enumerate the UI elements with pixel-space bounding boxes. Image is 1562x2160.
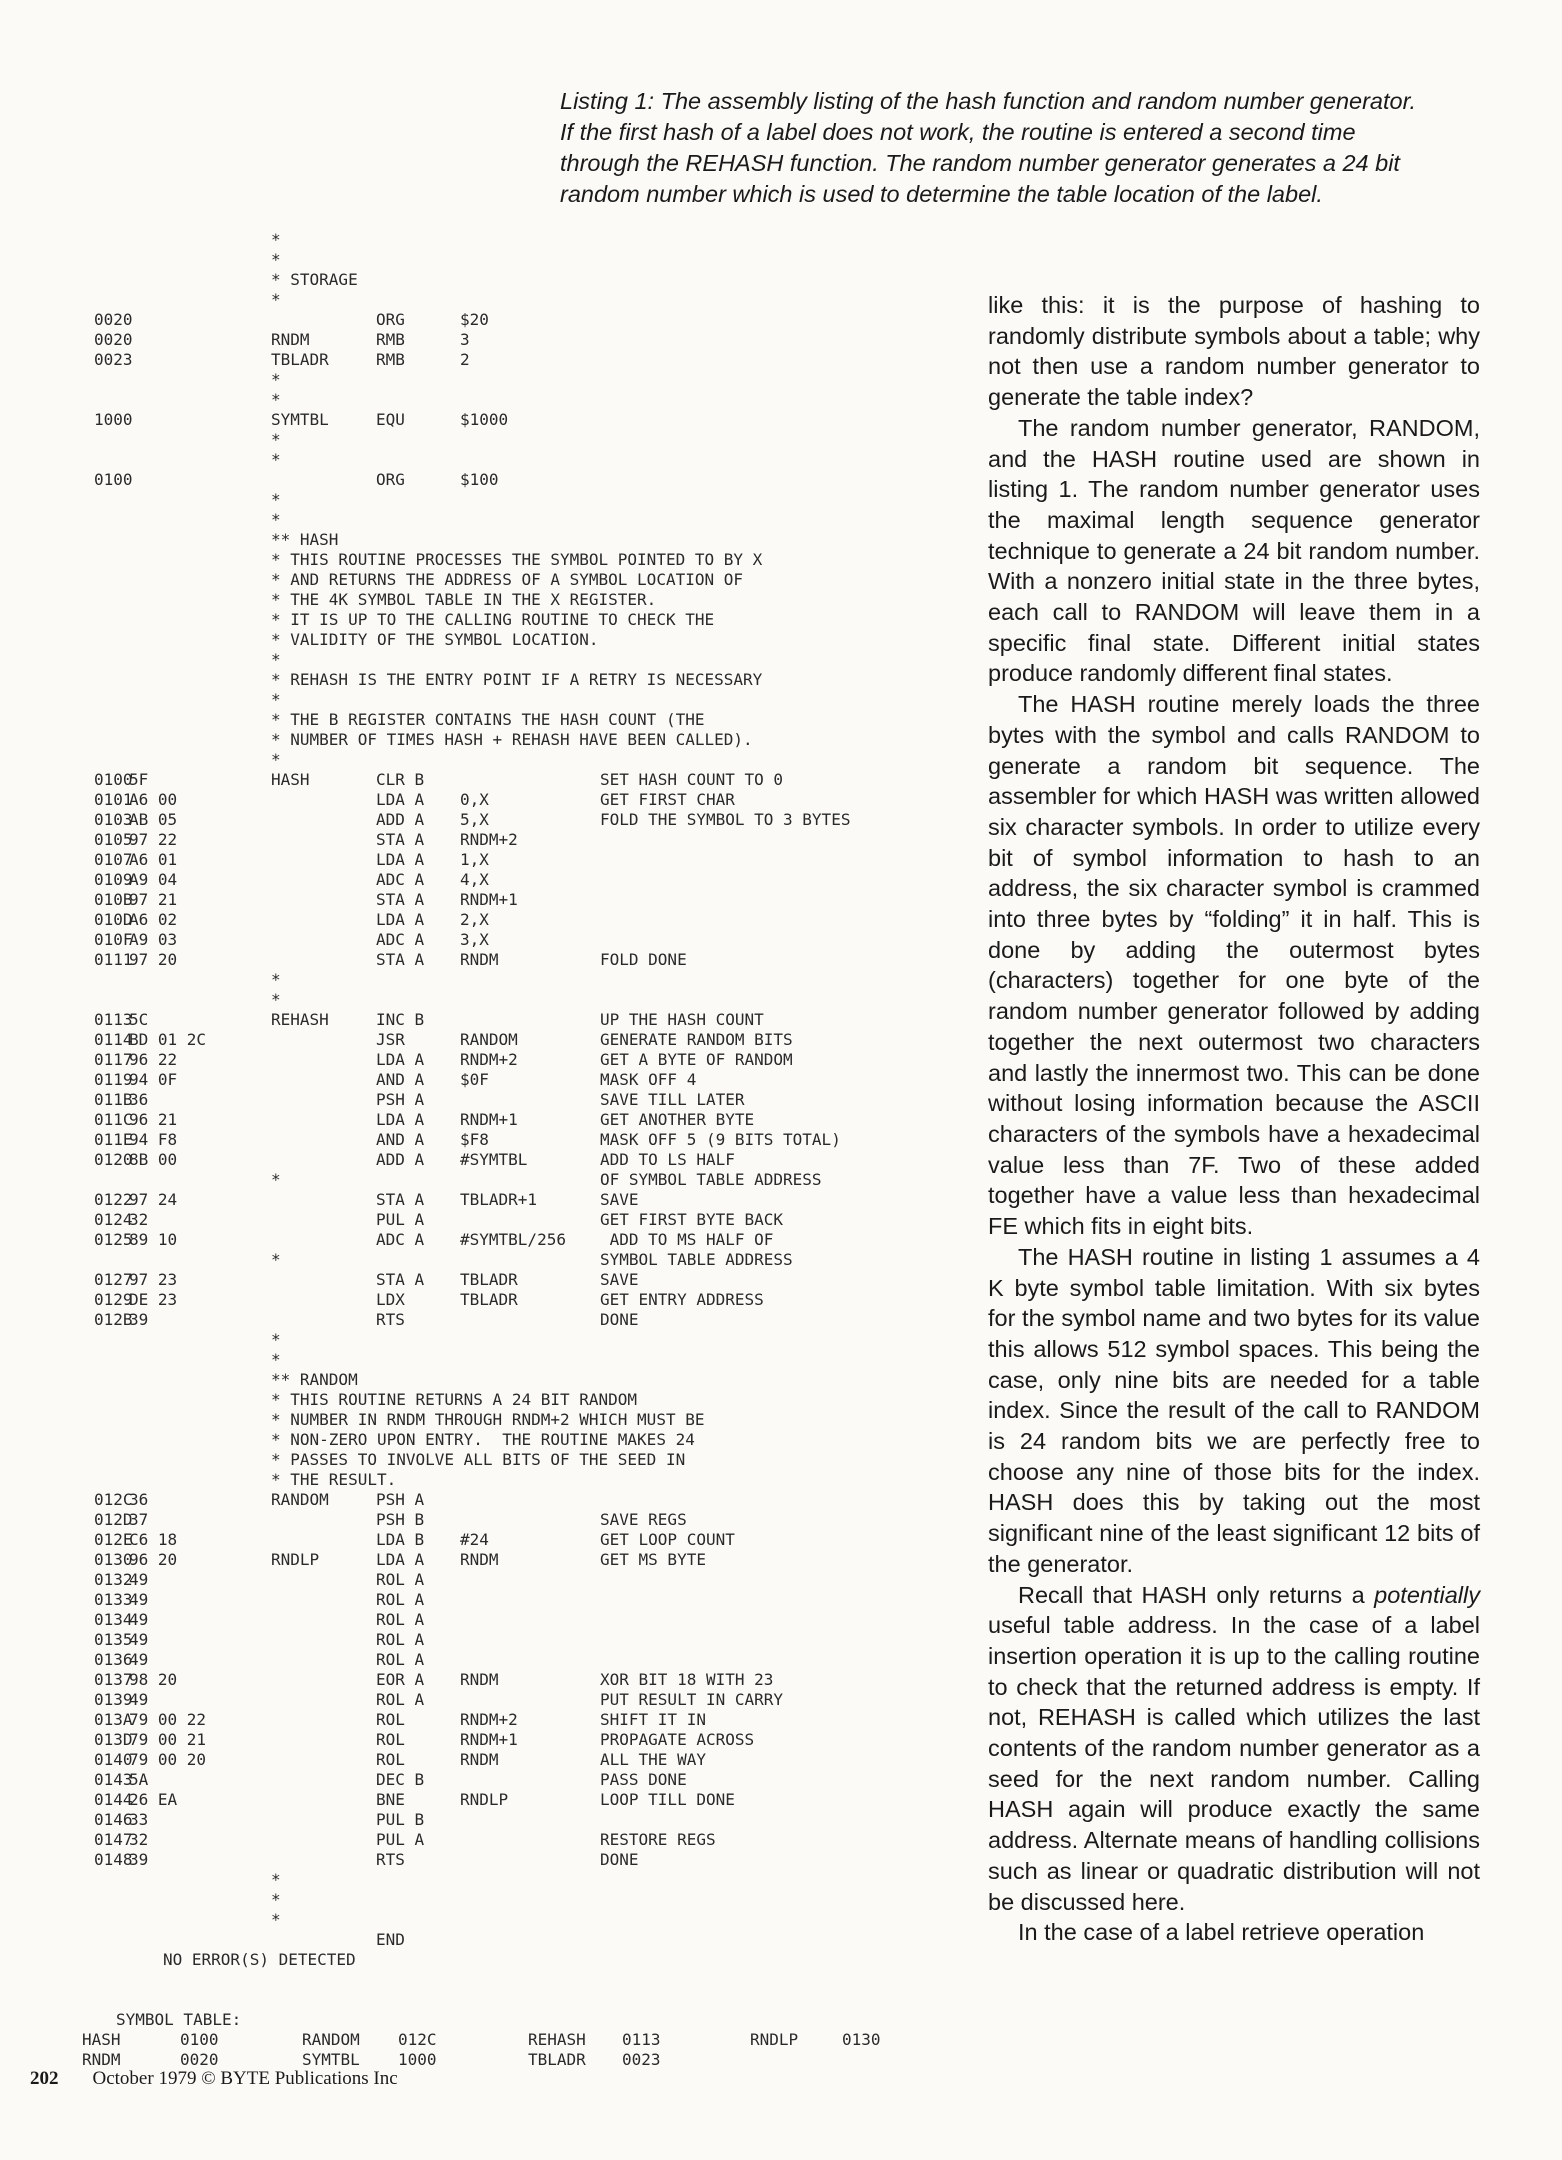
listing-remark: DONE [600, 1310, 639, 1329]
listing-opcode: 49 [129, 1690, 149, 1709]
listing-remark: SHIFT IT IN [600, 1710, 706, 1729]
listing-opcode: 49 [129, 1650, 149, 1669]
listing-mnemonic: ADC A [376, 870, 425, 889]
body-paragraph: The HASH routine merely loads the three bytes with the symbol and calls RANDOM to generate a random bit sequence. The assembler for which HASH was written allowed six character symbols. In order to utilize every bit of symbol information to hash to an address, the six character symbol is crammed into three bytes by “folding” it in half. This is done by adding the outermost bytes (characters) together for one byte of the random number generator followed by adding together the next outermost two characters and lastly the innermost two. This can be done without losing information because the ASCII characters of the symbols have a hexadecimal value less than 7F. Two of these added together have a value less than hexadecimal FE which fits in eight bits. [988, 691, 1480, 1240]
listing-opcode: 97 23 [129, 1270, 178, 1289]
listing-address: 010D [94, 910, 133, 929]
listing-mnemonic: STA A [376, 1190, 425, 1209]
listing-opcode: 36 [129, 1490, 149, 1509]
listing-address: 0122 [94, 1190, 133, 1209]
listing-address: 0101 [94, 790, 133, 809]
listing-mnemonic: ROL A [376, 1630, 425, 1649]
listing-opcode: 5A [129, 1770, 149, 1789]
listing-opcode: 26 EA [129, 1790, 178, 1809]
listing-address: 0139 [94, 1690, 133, 1709]
listing-address: 011E [94, 1130, 133, 1149]
emphasis-potentially: potentially [1374, 1581, 1480, 1608]
listing-operand: #SYMTBL/256 [460, 1230, 566, 1249]
listing-mnemonic: LDA A [376, 1110, 425, 1129]
listing-remark: XOR BIT 18 WITH 23 [600, 1670, 774, 1689]
listing-address: 0127 [94, 1270, 133, 1289]
listing-remark: GET FIRST BYTE BACK [600, 1210, 784, 1229]
listing-mnemonic: RMB [376, 330, 405, 349]
listing-remark: GET ENTRY ADDRESS [600, 1290, 764, 1309]
comment-star: * [271, 1870, 281, 1889]
listing-mnemonic: STA A [376, 1270, 425, 1289]
listing-address: 0146 [94, 1810, 133, 1829]
listing-opcode: 79 00 21 [129, 1730, 207, 1749]
listing-address: 0137 [94, 1670, 133, 1689]
listing-operand: 0,X [460, 790, 489, 809]
listing-mnemonic: ROL A [376, 1610, 425, 1629]
listing-mnemonic: ADC A [376, 930, 425, 949]
listing-operand: TBLADR [460, 1270, 518, 1289]
listing-comment: * IT IS UP TO THE CALLING ROUTINE TO CHECK THE [271, 610, 715, 629]
listing-remark: MASK OFF 4 [600, 1070, 697, 1089]
listing-mnemonic: INC B [376, 1010, 425, 1029]
symbol-value: 0100 [180, 2030, 219, 2049]
listing-comment: * NUMBER OF TIMES HASH + REHASH HAVE BEEN CALLED). [271, 730, 753, 749]
listing-address: 013A [94, 1710, 133, 1729]
body-paragraph: The random number generator, RANDOM, and the HASH routine used are shown in listing 1. The random number generator uses the maximal length sequence generator technique to generate a 24 bit random number. With a nonzero initial state in the three bytes, each call to RANDOM will leave them in a specific final state. Different initial states produce randomly different final states. [988, 414, 1480, 687]
listing-mnemonic: ROL A [376, 1590, 425, 1609]
listing-address: 0023 [94, 350, 133, 369]
listing-address: 0133 [94, 1590, 133, 1609]
listing-mnemonic: ROL [376, 1750, 405, 1769]
listing-address: 1000 [94, 410, 133, 429]
listing-address: 0120 [94, 1150, 133, 1169]
listing-remark: GET MS BYTE [600, 1550, 706, 1569]
symbol-name: RNDM [82, 2050, 121, 2069]
listing-address: 0148 [94, 1850, 133, 1869]
listing-opcode: 97 22 [129, 830, 178, 849]
listing-comment: ** RANDOM [271, 1370, 358, 1389]
listing-opcode: 89 10 [129, 1230, 178, 1249]
listing-caption: Listing 1: The assembly listing of the hash function and random number generator. If the first hash of a label does not work, the routine is entered a second time through the REHASH function. The random number generator generates a 24 bit random number which is used to determine the table location of the label. [560, 88, 1417, 207]
listing-operand: 1,X [460, 850, 489, 869]
listing-operand: RNDLP [460, 1790, 509, 1809]
listing-remark: ALL THE WAY [600, 1750, 706, 1769]
symbol-name: SYMTBL [302, 2050, 360, 2069]
comment-star: * [271, 750, 281, 769]
listing-operand: RNDM+1 [460, 1730, 518, 1749]
listing-opcode: 97 21 [129, 890, 178, 909]
listing-label: SYMTBL [271, 410, 329, 429]
listing-address: 0103 [94, 810, 133, 829]
listing-mnemonic: LDA A [376, 910, 425, 929]
comment-star: * [271, 1170, 281, 1189]
symbol-name: HASH [82, 2030, 121, 2049]
listing-address: 0100 [94, 770, 133, 789]
listing-opcode: 49 [129, 1570, 149, 1589]
listing-opcode: 5F [129, 770, 149, 789]
listing-opcode: 49 [129, 1630, 149, 1649]
listing-opcode: 39 [129, 1850, 149, 1869]
listing-comment: * AND RETURNS THE ADDRESS OF A SYMBOL LOCATION OF [271, 570, 744, 589]
listing-operand: RNDM [460, 1670, 499, 1689]
listing-opcode: 37 [129, 1510, 149, 1529]
listing-remark: ADD TO MS HALF OF [600, 1230, 774, 1249]
comment-star: * [271, 990, 281, 1009]
listing-address: 0132 [94, 1570, 133, 1589]
listing-remark: SAVE TILL LATER [600, 1090, 745, 1109]
listing-end: END [376, 1930, 405, 1949]
listing-opcode: 5C [129, 1010, 149, 1029]
comment-star: * [271, 690, 281, 709]
listing-address: 0114 [94, 1030, 133, 1049]
listing-opcode: 96 21 [129, 1110, 178, 1129]
listing-mnemonic: PSH B [376, 1510, 425, 1529]
listing-mnemonic: PUL A [376, 1830, 425, 1849]
page-footer [30, 2068, 398, 2090]
listing-address: 0136 [94, 1650, 133, 1669]
listing-operand: 5,X [460, 810, 489, 829]
listing-mnemonic: AND A [376, 1130, 425, 1149]
comment-star: * [271, 390, 281, 409]
listing-opcode: 96 22 [129, 1050, 178, 1069]
listing-opcode: 32 [129, 1210, 149, 1229]
symbol-name: REHASH [528, 2030, 586, 2049]
listing-remark: SET HASH COUNT TO 0 [600, 770, 784, 789]
listing-comment: ** HASH [271, 530, 339, 549]
listing-opcode: 79 00 20 [129, 1750, 207, 1769]
listing-address: 012E [94, 1530, 133, 1549]
comment-star: * [271, 430, 281, 449]
listing-opcode: 96 20 [129, 1550, 178, 1569]
listing-address: 011B [94, 1090, 133, 1109]
listing-address: 0109 [94, 870, 133, 889]
listing-remark: PUT RESULT IN CARRY [600, 1690, 784, 1709]
listing-remark: LOOP TILL DONE [600, 1790, 735, 1809]
listing-address: 0124 [94, 1210, 133, 1229]
listing-address: 0130 [94, 1550, 133, 1569]
listing-comment: * THIS ROUTINE PROCESSES THE SYMBOL POINTED TO BY X [271, 550, 763, 569]
listing-label: REHASH [271, 1010, 329, 1029]
listing-opcode: 39 [129, 1310, 149, 1329]
listing-comment: * THE B REGISTER CONTAINS THE HASH COUNT (THE [271, 710, 705, 729]
listing-operand: RNDM+1 [460, 1110, 518, 1129]
listing-opcode: 97 20 [129, 950, 178, 969]
symbol-value: 0113 [622, 2030, 661, 2049]
listing-address: 0113 [94, 1010, 133, 1029]
listing-address: 0020 [94, 330, 133, 349]
symbol-name: RNDLP [750, 2030, 799, 2049]
body-paragraph: like this: it is the purpose of hashing to randomly distribute symbols about a table; why not then use a random number generator to generate the table index? [988, 292, 1480, 411]
listing-comment: * THE 4K SYMBOL TABLE IN THE X REGISTER. [271, 590, 657, 609]
listing-comment: * PASSES TO INVOLVE ALL BITS OF THE SEED IN [271, 1450, 686, 1469]
listing-opcode: 79 00 22 [129, 1710, 207, 1729]
listing-address: 0107 [94, 850, 133, 869]
listing-remark: FOLD DONE [600, 950, 687, 969]
listing-mnemonic: LDA B [376, 1530, 425, 1549]
listing-mnemonic: STA A [376, 890, 425, 909]
symbol-value: 012C [398, 2030, 437, 2049]
listing-opcode: AB 05 [129, 810, 178, 829]
listing-mnemonic: LDA A [376, 1050, 425, 1069]
listing-remark: GENERATE RANDOM BITS [600, 1030, 793, 1049]
comment-star: * [271, 1890, 281, 1909]
symbol-value: 0020 [180, 2050, 219, 2069]
listing-address: 0129 [94, 1290, 133, 1309]
listing-mnemonic: ROL A [376, 1650, 425, 1669]
symbol-value: 1000 [398, 2050, 437, 2069]
listing-operand: #24 [460, 1530, 489, 1549]
listing-error-status: NO ERROR(S) DETECTED [163, 1950, 356, 1969]
page-number: 202 [30, 2068, 59, 2089]
listing-operand: RNDM+2 [460, 1710, 518, 1729]
listing-mnemonic: DEC B [376, 1770, 425, 1789]
body-paragraph: In the case of a label retrieve operation [1018, 1919, 1425, 1946]
listing-opcode: A6 01 [129, 850, 178, 869]
listing-address: 012D [94, 1510, 133, 1529]
listing-label: TBLADR [271, 350, 329, 369]
listing-address: 0134 [94, 1610, 133, 1629]
recall-text-rest: useful table address. In the case of a label insertion operation it is up to the calling routine to check that the returned address is empty. If not, REHASH is called which utilizes the last contents of the random number generator as a seed for the next random number. Calling HASH again will produce exactly the same address. Alternate means of handling collisions such as linear or quadratic distribution will not be discussed here. [988, 1612, 1480, 1915]
listing-mnemonic: ROL A [376, 1690, 425, 1709]
listing-label: RNDLP [271, 1550, 320, 1569]
listing-operand: RNDM+2 [460, 830, 518, 849]
listing-opcode: C6 18 [129, 1530, 178, 1549]
listing-remark: SAVE REGS [600, 1510, 687, 1529]
listing-opcode: A9 03 [129, 930, 178, 949]
listing-opcode: DE 23 [129, 1290, 178, 1309]
comment-star: * [271, 1330, 281, 1349]
listing-opcode: 36 [129, 1090, 149, 1109]
listing-operand: 3,X [460, 930, 489, 949]
listing-mnemonic: PUL A [376, 1210, 425, 1229]
listing-remark: SAVE [600, 1190, 639, 1209]
listing-operand: $0F [460, 1070, 489, 1089]
listing-operand: #SYMTBL [460, 1150, 528, 1169]
listing-address: 012C [94, 1490, 133, 1509]
listing-opcode: A9 04 [129, 870, 178, 889]
listing-label: RNDM [271, 330, 310, 349]
symbol-value: 0023 [622, 2050, 661, 2069]
listing-opcode: 33 [129, 1810, 149, 1829]
listing-label: HASH [271, 770, 310, 789]
listing-operand: 3 [460, 330, 470, 349]
listing-mnemonic: AND A [376, 1070, 425, 1089]
listing-address: 0135 [94, 1630, 133, 1649]
listing-mnemonic: ROL [376, 1710, 405, 1729]
comment-star: * [271, 450, 281, 469]
listing-comment: * REHASH IS THE ENTRY POINT IF A RETRY IS NECESSARY [271, 670, 763, 689]
listing-operand: RNDM+1 [460, 890, 518, 909]
symbol-table-heading: SYMBOL TABLE: [116, 2010, 242, 2029]
listing-comment: * NON-ZERO UPON ENTRY. THE ROUTINE MAKES 24 [271, 1430, 695, 1449]
listing-address: 012B [94, 1310, 133, 1329]
listing-mnemonic: ADD A [376, 810, 425, 829]
listing-address: 0111 [94, 950, 133, 969]
listing-comment: * NUMBER IN RNDM THROUGH RNDM+2 WHICH MUST BE [271, 1410, 705, 1429]
comment-star: * [271, 1350, 281, 1369]
listing-opcode: 97 24 [129, 1190, 178, 1209]
listing-operand: $F8 [460, 1130, 489, 1149]
listing-mnemonic: EQU [376, 410, 405, 429]
listing-remark: RESTORE REGS [600, 1830, 716, 1849]
listing-remark: DONE [600, 1850, 639, 1869]
listing-opcode: 94 F8 [129, 1130, 178, 1149]
listing-mnemonic: JSR [376, 1030, 405, 1049]
listing-mnemonic: ORG [376, 470, 405, 489]
listing-opcode: 32 [129, 1830, 149, 1849]
listing-address: 0144 [94, 1790, 133, 1809]
listing-mnemonic: RTS [376, 1850, 405, 1869]
comment-star: * [271, 970, 281, 989]
listing-address: 0125 [94, 1230, 133, 1249]
listing-mnemonic: RTS [376, 1310, 405, 1329]
symbol-name: RANDOM [302, 2030, 360, 2049]
listing-opcode: 49 [129, 1610, 149, 1629]
listing-mnemonic: STA A [376, 830, 425, 849]
listing-opcode: 94 0F [129, 1070, 178, 1089]
listing-comment: * THE RESULT. [271, 1470, 397, 1489]
listing-remark: SYMBOL TABLE ADDRESS [600, 1250, 793, 1269]
listing-address: 010F [94, 930, 133, 949]
listing-remark: SAVE [600, 1270, 639, 1289]
listing-operand: RANDOM [460, 1030, 518, 1049]
listing-operand: $1000 [460, 410, 509, 429]
article-body [988, 290, 1480, 1948]
listing-mnemonic: ORG [376, 310, 405, 329]
listing-operand: RNDM+2 [460, 1050, 518, 1069]
listing-comment: * VALIDITY OF THE SYMBOL LOCATION. [271, 630, 599, 649]
listing-opcode: 98 20 [129, 1670, 178, 1689]
listing-opcode: 8B 00 [129, 1150, 178, 1169]
listing-mnemonic: EOR A [376, 1670, 425, 1689]
listing-comment: * STORAGE [271, 270, 358, 289]
listing-opcode: BD 01 2C [129, 1030, 207, 1049]
body-paragraph: The HASH routine in listing 1 assumes a 4 K byte symbol table limitation. With six bytes for the symbol name and two bytes for its value this allows 512 symbol spaces. This being the case, only nine bits are needed for a table index. Since the result of the call to RANDOM is 24 random bits we are perfectly free to choose any nine of those bits for the index. HASH does this by taking out the most significant nine of the least significant 12 bits of the generator. [988, 1243, 1480, 1577]
comment-star: * [271, 370, 281, 389]
listing-address: 011C [94, 1110, 133, 1129]
listing-operand: 4,X [460, 870, 489, 889]
listing-address: 0105 [94, 830, 133, 849]
listing-mnemonic: RMB [376, 350, 405, 369]
listing-remark: GET FIRST CHAR [600, 790, 735, 809]
listing-address: 010B [94, 890, 133, 909]
listing-mnemonic: ADD A [376, 1150, 425, 1169]
listing-address: 0117 [94, 1050, 133, 1069]
listing-operand: TBLADR+1 [460, 1190, 538, 1209]
recall-text: Recall that HASH only returns a [1018, 1581, 1375, 1608]
listing-mnemonic: PSH A [376, 1490, 425, 1509]
listing-operand: 2 [460, 350, 470, 369]
comment-star: * [271, 650, 281, 669]
listing-operand: TBLADR [460, 1290, 518, 1309]
listing-mnemonic: LDA A [376, 1550, 425, 1569]
listing-operand: $20 [460, 310, 489, 329]
listing-operand: 2,X [460, 910, 489, 929]
listing-mnemonic: BNE [376, 1790, 405, 1809]
listing-address: 0020 [94, 310, 133, 329]
listing-remark: GET ANOTHER BYTE [600, 1110, 755, 1129]
body-paragraph [988, 1580, 1480, 1918]
listing-remark: OF SYMBOL TABLE ADDRESS [600, 1170, 822, 1189]
listing-remark: MASK OFF 5 (9 BITS TOTAL) [600, 1130, 841, 1149]
footer-credit: October 1979 © BYTE Publications Inc [92, 2068, 398, 2089]
listing-operand: RNDM [460, 1750, 499, 1769]
listing-opcode: 49 [129, 1590, 149, 1609]
listing-mnemonic: ROL A [376, 1570, 425, 1589]
listing-remark: GET A BYTE OF RANDOM [600, 1050, 793, 1069]
comment-star: * [271, 230, 281, 249]
listing-mnemonic: PSH A [376, 1090, 425, 1109]
listing-mnemonic: ROL [376, 1730, 405, 1749]
comment-star: * [271, 250, 281, 269]
listing-remark: GET LOOP COUNT [600, 1530, 735, 1549]
listing-operand: $100 [460, 470, 499, 489]
listing-remark: ADD TO LS HALF [600, 1150, 735, 1169]
listing-address: 0143 [94, 1770, 133, 1789]
listing-address: 0140 [94, 1750, 133, 1769]
listing-address: 0147 [94, 1830, 133, 1849]
listing-mnemonic: LDX [376, 1290, 405, 1309]
listing-remark: PROPAGATE ACROSS [600, 1730, 755, 1749]
listing-operand: RNDM [460, 1550, 499, 1569]
listing-mnemonic: LDA A [376, 850, 425, 869]
symbol-name: TBLADR [528, 2050, 586, 2069]
listing-mnemonic: PUL B [376, 1810, 425, 1829]
listing-address: 0119 [94, 1070, 133, 1089]
listing-mnemonic: STA A [376, 950, 425, 969]
comment-star: * [271, 290, 281, 309]
listing-mnemonic: LDA A [376, 790, 425, 809]
listing-mnemonic: ADC A [376, 1230, 425, 1249]
listing-label: RANDOM [271, 1490, 329, 1509]
listing-mnemonic: CLR B [376, 770, 425, 789]
listing-address: 013D [94, 1730, 133, 1749]
listing-opcode: A6 00 [129, 790, 178, 809]
comment-star: * [271, 1250, 281, 1269]
symbol-value: 0130 [842, 2030, 881, 2049]
listing-remark: FOLD THE SYMBOL TO 3 BYTES [600, 810, 851, 829]
comment-star: * [271, 1910, 281, 1929]
listing-comment: * THIS ROUTINE RETURNS A 24 BIT RANDOM [271, 1390, 638, 1409]
comment-star: * [271, 510, 281, 529]
listing-operand: RNDM [460, 950, 499, 969]
listing-remark: PASS DONE [600, 1770, 687, 1789]
comment-star: * [271, 490, 281, 509]
listing-opcode: A6 02 [129, 910, 178, 929]
listing-address: 0100 [94, 470, 133, 489]
listing-remark: UP THE HASH COUNT [600, 1010, 764, 1029]
